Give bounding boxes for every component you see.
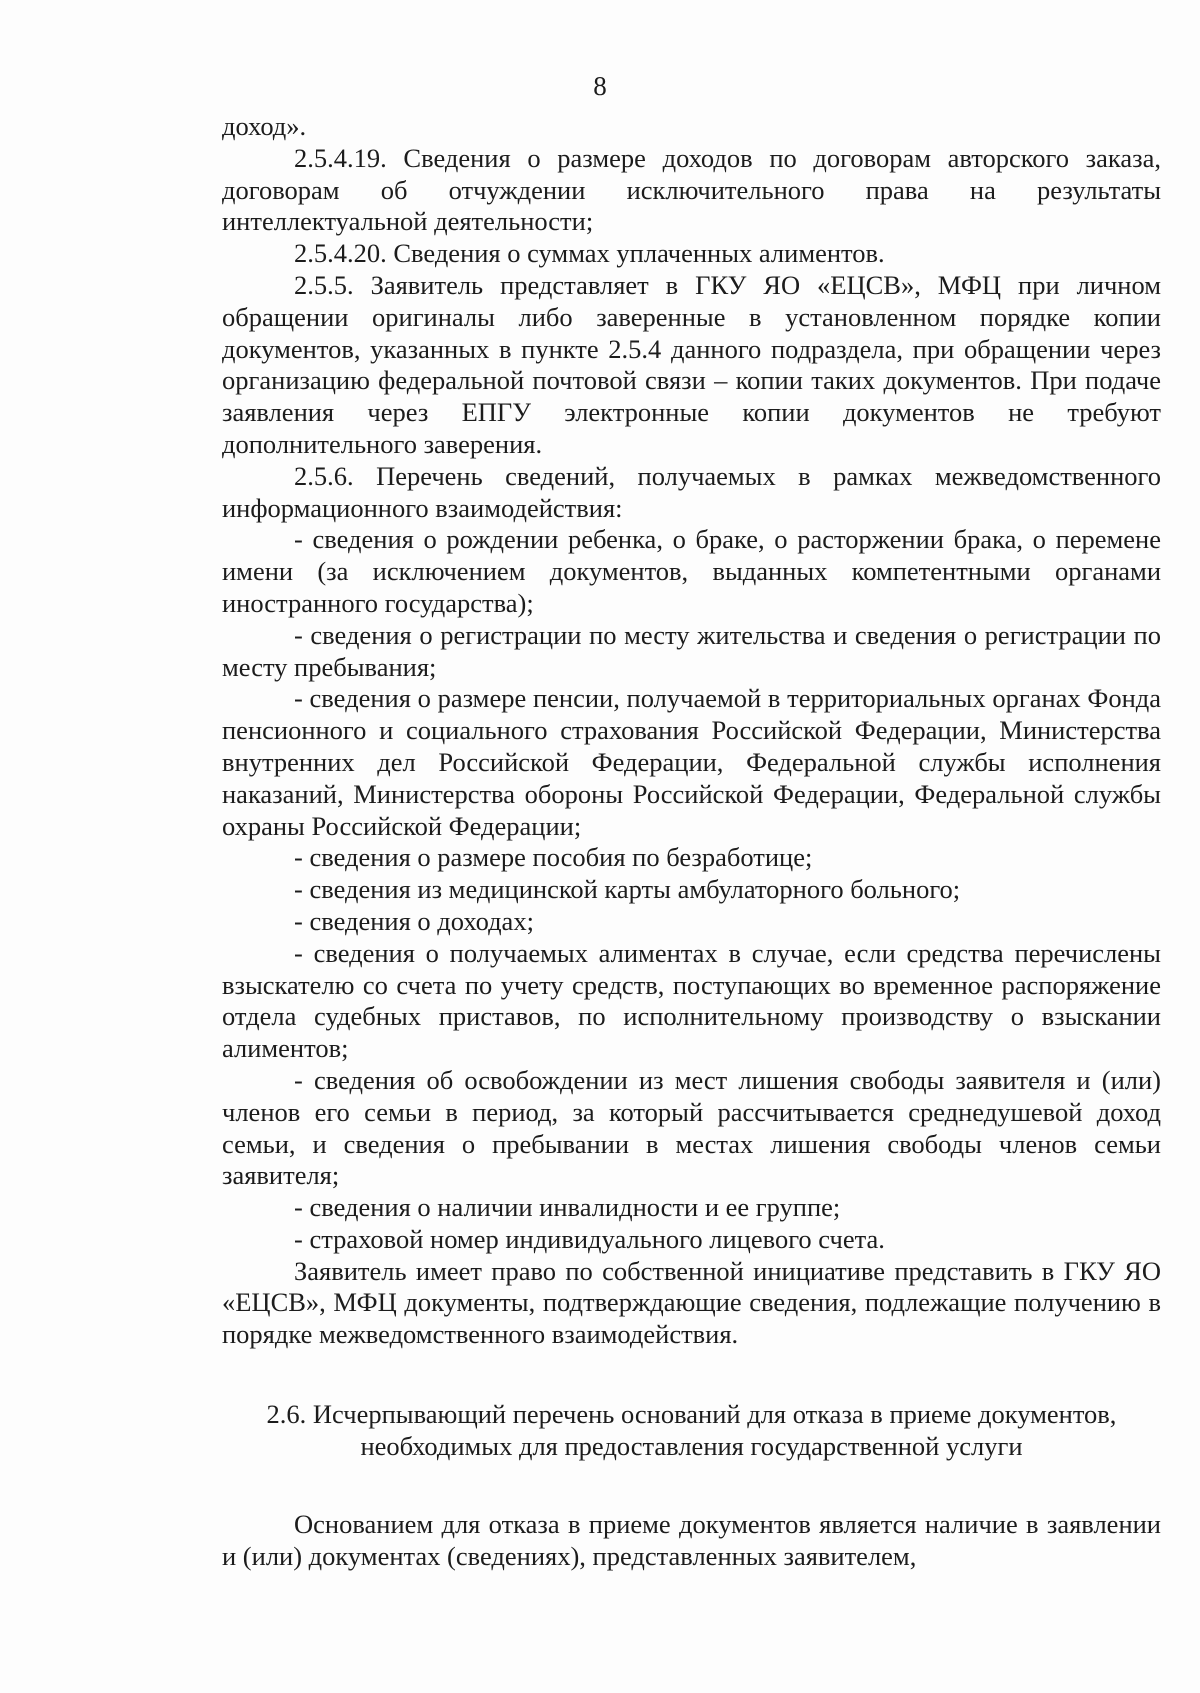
paragraph: Заявитель имеет право по собственной инициативе представить в ГКУ ЯО «ЕЦСВ», МФЦ документы, подтверждающие сведения, подлежащие получению в порядке межведомственного взаимодействия. bbox=[222, 1255, 1161, 1350]
paragraph: - сведения о доходах; bbox=[294, 905, 534, 936]
paragraph: - сведения о размере пособия по безработице; bbox=[294, 842, 813, 873]
closing-text bbox=[222, 1509, 1161, 1573]
paragraph: - сведения о получаемых алиментах в случае, если средства перечислены взыскателю со счета по учету средств, поступающих во временное распоряжение отдела судебных приставов, по исполнительному производству о взыскании алиментов; bbox=[222, 937, 1161, 1064]
section-heading-line-2: необходимых для предоставления государственной услуги bbox=[360, 1431, 1023, 1461]
paragraph: доход». bbox=[222, 111, 307, 141]
paragraph: - сведения об освобождении из мест лишения свободы заявителя и (или) членов его семьи в период, за который рассчитывается среднедушевой доход семьи, и сведения о пребывании в местах лишения свободы членов семьи заявителя; bbox=[222, 1064, 1161, 1191]
paragraph: - страховой номер индивидуального лицевого счета. bbox=[294, 1223, 885, 1254]
body-text bbox=[222, 111, 1161, 1351]
section-heading bbox=[222, 1398, 1161, 1462]
paragraph: 2.5.6. Перечень сведений, получаемых в рамках межведомственного информационного взаимодействия: bbox=[222, 460, 1161, 523]
paragraph: 2.5.4.19. Сведения о размере доходов по договорам авторского заказа, договорам об отчуждении исключительного права на результаты интеллектуальной деятельности; bbox=[222, 142, 1161, 237]
paragraph: 2.5.4.20. Сведения о суммах уплаченных алиментов. bbox=[294, 238, 885, 269]
paragraph: - сведения о размере пенсии, получаемой в территориальных органах Фонда пенсионного и социального страхования Российской Федерации, Министерства внутренних дел Российской Федерации, Федеральной службы исполнения наказаний, Министерства обороны Российской Федерации, Федеральной службы охраны Российской Федерации; bbox=[222, 683, 1161, 841]
paragraph: - сведения о рождении ребенка, о браке, о расторжении брака, о перемене имени (за исключением документов, выданных компетентными органами иностранного государства); bbox=[222, 524, 1161, 618]
paragraph: - сведения о наличии инвалидности и ее группе; bbox=[294, 1192, 841, 1223]
closing-paragraph: Основанием для отказа в приеме документов является наличие в заявлении и (или) документах (сведениях), представленных заявителем, bbox=[222, 1509, 1161, 1571]
section-heading-line-1: 2.6. Исчерпывающий перечень оснований для отказа в приеме документов, bbox=[266, 1399, 1117, 1429]
paragraph: - сведения из медицинской карты амбулаторного больного; bbox=[294, 874, 961, 905]
paragraph: 2.5.5. Заявитель представляет в ГКУ ЯО «ЕЦСВ», МФЦ при личном обращении оригиналы либо заверенные в установленном порядке копии документов, указанных в пункте 2.5.4 данного подраздела, при обращении через организацию федеральной почтовой связи – копии таких документов. При подаче заявления через ЕПГУ электронные копии документов не требуют дополнительного заверения. bbox=[222, 269, 1161, 459]
paragraph: - сведения о регистрации по месту жительства и сведения о регистрации по месту пребывания; bbox=[222, 619, 1161, 682]
page-number: 8 bbox=[593, 71, 607, 101]
